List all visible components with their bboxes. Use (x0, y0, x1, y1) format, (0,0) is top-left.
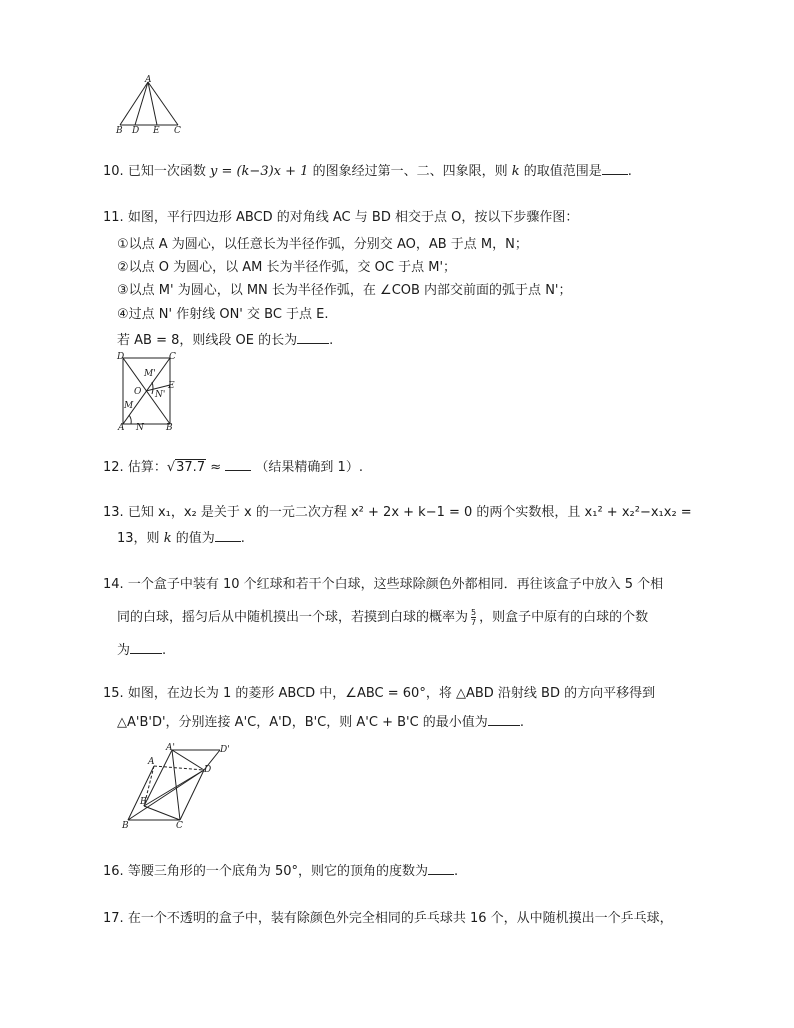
answer-blank (297, 331, 329, 344)
label-e: E (168, 381, 175, 391)
question-13: 13. 已知 x₁，x₂ 是关于 x 的一元二次方程 x² + 2x + k−1 = 0 的两个实数根，且 x₁² + x₂²−x₁x₂ = (103, 505, 692, 520)
answer-blank (215, 529, 241, 542)
label-m-prime: M' (144, 369, 156, 379)
step-4: ④过点 N' 作射线 ON' 交 BC 于点 E. (117, 307, 329, 322)
question-number: 17. (103, 911, 124, 926)
label-d: D (132, 126, 140, 136)
question-number: 11. (103, 210, 124, 225)
label-n-prime: N' (155, 390, 166, 400)
question-number: 12. (103, 460, 124, 475)
question-10: 10. 已知一次函数 y = (k−3)x + 1 的图象经过第一、二、四象限，则 k 的取值范围是 . (103, 164, 632, 179)
rhombus-figure (116, 740, 234, 832)
question-15-line-2: △A'B'D'，分别连接 A'C，A'D，B'C，则 A'C + B'C 的最小值为 . (117, 715, 524, 730)
question-13-line-2: 13，则 k 的值为 . (117, 531, 245, 546)
answer-blank (428, 862, 454, 875)
label-a-prime: A' (166, 743, 175, 753)
probability-fraction: $\frac{5}{7}$ (471, 608, 477, 627)
label-a: A (118, 423, 125, 432)
question-14-line-3: 为 . (117, 643, 167, 658)
question-17: 17. 在一个不透明的盒子中，装有除颜色外完全相同的乒乓球共 16 个，从中随机摸出一个乒乓球， (103, 911, 673, 926)
label-d-prime: D' (220, 745, 230, 755)
answer-blank (225, 458, 251, 471)
label-a: A (145, 75, 152, 85)
question-number: 10. (103, 164, 124, 179)
label-c: C (176, 821, 183, 831)
answer-blank (602, 162, 628, 175)
answer-blank (488, 713, 520, 726)
question-number: 15. (103, 686, 124, 701)
question-15: 15. 如图，在边长为 1 的菱形 ABCD 中，∠ABC = 60°，将 △ABD 沿射线 BD 的方向平移得到 (103, 686, 656, 701)
step-1: ①以点 A 为圆心，以任意长为半径作弧，分别交 AO，AB 于点 M，N； (117, 237, 528, 252)
label-b: B (116, 126, 123, 136)
question-16: 16. 等腰三角形的一个底角为 50°，则它的顶角的度数为 . (103, 864, 459, 879)
step-2: ②以点 O 为圆心，以 AM 长为半径作弧，交 OC 于点 M'； (117, 260, 457, 275)
question-14-line-2: 同的白球，摇匀后从中随机摸出一个球，若摸到白球的概率为 $\frac{5}{7}$ ，则盒子中原有的白球的个数 (117, 608, 649, 627)
parallelogram-figure (114, 352, 180, 432)
question-11-ask: 若 AB = 8，则线段 OE 的长为 . (117, 333, 334, 348)
label-c: C (169, 352, 176, 362)
question-number: 14. (103, 577, 124, 592)
question-14: 14. 一个盒子中装有 10 个红球和若干个白球，这些球除颜色外都相同．再往该盒子中放入 5 个相 (103, 577, 664, 592)
question-12: 12. 估算：√37.7 ≈ （结果精确到 1）. (103, 460, 363, 475)
formula: y = (k−3)x + 1 (209, 164, 309, 179)
answer-blank (130, 641, 162, 654)
label-m: M (124, 401, 134, 411)
label-n: N (136, 423, 144, 432)
label-c: C (174, 126, 181, 136)
question-number: 16. (103, 864, 124, 879)
sqrt-expression: √37.7 (166, 460, 206, 475)
label-d: D (204, 765, 212, 775)
question-number: 13. (103, 505, 124, 520)
label-a: A (148, 757, 155, 767)
label-b: B (122, 821, 129, 831)
label-e: E (153, 126, 160, 136)
label-d: D (117, 352, 125, 362)
label-o: O (134, 387, 142, 397)
step-3: ③以点 M' 为圆心，以 MN 长为半径作弧，在 ∠COB 内部交前面的弧于点 N'； (117, 283, 572, 298)
label-b-prime: B' (140, 797, 150, 807)
triangle-figure (112, 74, 188, 136)
label-b: B (166, 423, 173, 432)
question-11: 11. 如图，平行四边形 ABCD 的对角线 AC 与 BD 相交于点 O，按以下步骤作图： (103, 210, 579, 225)
